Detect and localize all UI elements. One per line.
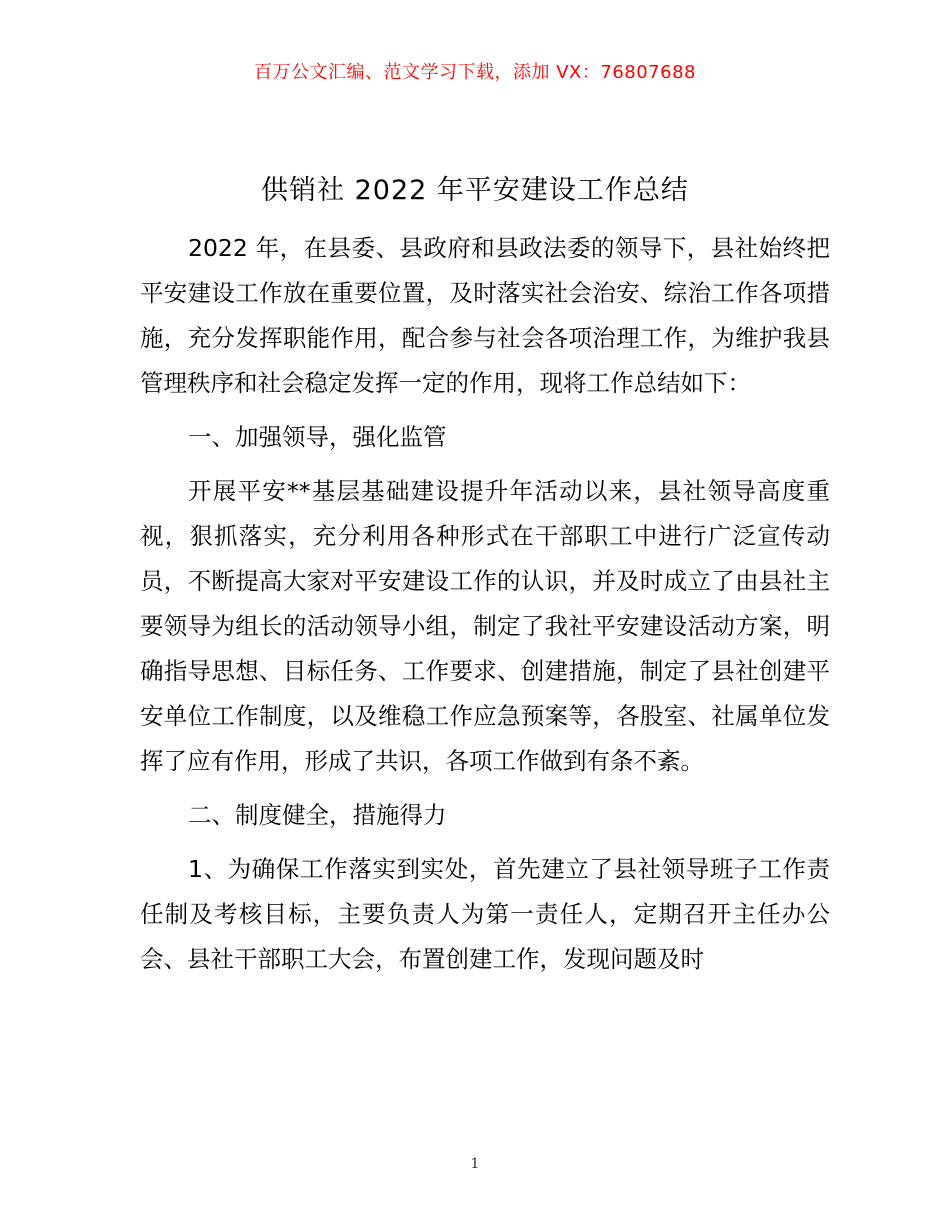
paragraph-section-1: 开展平安**基层基础建设提升年活动以来，县社领导高度重视，狠抓落实，充分利用各种形式在干部职工中进行广泛宣传动员，不断提高大家对平安建设工作的认识，并及时成立了由县社主要领导为组长的活动领导小组，制定了我社平安建设活动方案，明确指导思想、目标任务、工作要求、创建措施，制定了县社创建平安单位工作制度，以及维稳工作应急预案等，各股室、社属单位发挥了应有作用，形成了共识，各项工作做到有条不紊。 [140,477,830,775]
document-body [140,226,830,991]
section-heading-2: 二、制度健全，措施得力 [188,801,447,829]
paragraph-intro: 2022 年，在县委、县政府和县政法委的领导下，县社始终把平安建设工作放在重要位置，及时落实社会治安、综治工作各项措施，充分发挥职能作用，配合参与社会各项治理工作，为维护我县管理秩序和社会稳定发挥一定的作用，现将工作总结如下： [140,234,830,397]
section-heading-1: 一、加强领导，强化监管 [188,423,447,451]
document-title: 供销社 2022 年平安建设工作总结 [261,175,689,206]
header-watermark: 百万公文汇编、范文学习下载，添加 VX：76807688 [254,62,696,83]
page-number: 1 [470,1156,480,1172]
paragraph-item-1: 1、为确保工作落实到实处，首先建立了县社领导班子工作责任制及考核目标，主要负责人为第一责任人，定期召开主任办公会、县社干部职工大会，布置创建工作，发现问题及时 [140,855,830,973]
